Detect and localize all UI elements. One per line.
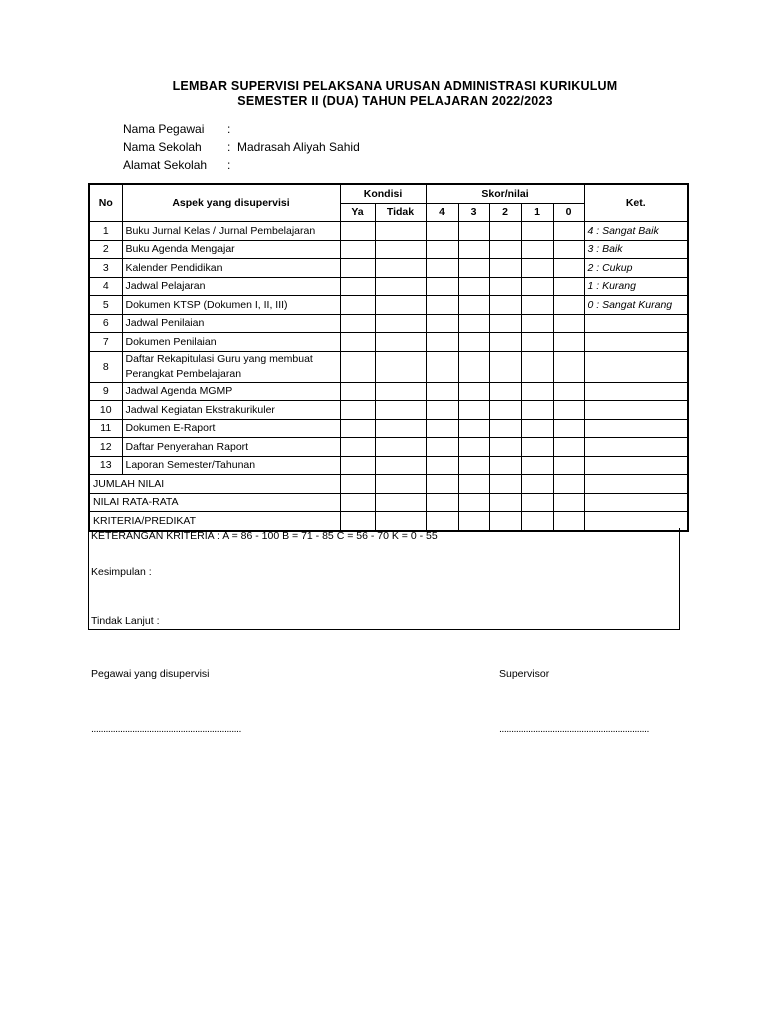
score-cell[interactable] [521,277,553,296]
summary-cell[interactable] [375,493,426,512]
table-row [89,382,688,401]
kesimpulan-label: Kesimpulan : [91,566,152,578]
row-no: 8 [89,351,122,382]
row-no: 10 [89,401,122,420]
summary-cell[interactable] [553,475,584,494]
row-aspek: Jadwal Pelajaran [122,277,340,296]
score-cell[interactable] [553,314,584,333]
row-no: 5 [89,296,122,315]
header-ket: Ket. [584,184,688,222]
table-row [89,259,688,278]
score-cell[interactable] [375,259,426,278]
score-cell[interactable] [340,259,375,278]
keterangan-box [88,528,680,630]
summary-cell[interactable] [489,475,521,494]
info-alamat-sekolah [123,158,237,172]
row-aspek: Jadwal Penilaian [122,314,340,333]
tindak-lanjut-label: Tindak Lanjut : [91,615,160,627]
score-cell[interactable] [521,314,553,333]
row-no: 11 [89,419,122,438]
score-cell[interactable] [521,456,553,475]
score-cell[interactable] [489,401,521,420]
score-cell[interactable] [340,401,375,420]
score-cell[interactable] [426,456,458,475]
score-cell[interactable] [340,333,375,352]
summary-cell[interactable] [340,493,375,512]
score-cell[interactable] [553,296,584,315]
summary-cell[interactable] [489,493,521,512]
pegawai-signature-label: Pegawai yang disupervisi [91,668,210,680]
keterangan-kriteria: KETERANGAN KRITERIA : A = 86 - 100 B = 71 - 85 C = 56 - 70 K = 0 - 55 [91,530,438,542]
score-cell[interactable] [553,456,584,475]
summary-cell[interactable] [340,475,375,494]
score-cell[interactable] [553,438,584,457]
document-title-line-1: LEMBAR SUPERVISI PELAKSANA URUSAN ADMINISTRASI KURIKULUM [172,79,618,93]
score-cell[interactable] [553,333,584,352]
row-ket: 4 : Sangat Baik [584,222,688,241]
score-cell[interactable] [375,277,426,296]
score-cell[interactable] [458,438,489,457]
summary-row [89,475,688,494]
summary-row [89,493,688,512]
header-skor-4: 4 [426,203,458,222]
row-ket [584,314,688,333]
score-cell[interactable] [458,456,489,475]
score-cell[interactable] [458,240,489,259]
nama-sekolah-value: Madrasah Aliyah Sahid [237,140,360,154]
score-cell[interactable] [521,438,553,457]
summary-cell[interactable] [521,475,553,494]
info-nama-sekolah [123,140,360,154]
row-no: 12 [89,438,122,457]
summary-cell[interactable] [553,493,584,512]
row-ket: 3 : Baik [584,240,688,259]
supervision-table [88,183,689,532]
score-cell[interactable] [553,259,584,278]
score-cell[interactable] [375,240,426,259]
summary-ket-cell[interactable] [584,493,688,512]
row-no: 6 [89,314,122,333]
row-no: 7 [89,333,122,352]
row-aspek: Laporan Semester/Tahunan [122,456,340,475]
score-cell[interactable] [521,419,553,438]
score-cell[interactable] [489,240,521,259]
score-cell[interactable] [375,419,426,438]
score-cell[interactable] [375,401,426,420]
score-cell[interactable] [489,333,521,352]
score-cell[interactable] [458,351,489,382]
row-ket: 0 : Sangat Kurang [584,296,688,315]
alamat-sekolah-label: Alamat Sekolah [123,158,208,172]
score-cell[interactable] [458,296,489,315]
score-cell[interactable] [553,240,584,259]
score-cell[interactable] [553,419,584,438]
score-cell[interactable] [458,259,489,278]
score-cell[interactable] [426,296,458,315]
table-row [89,222,688,241]
score-cell[interactable] [489,351,521,382]
summary-label: NILAI RATA-RATA [89,493,340,512]
score-cell[interactable] [426,419,458,438]
score-cell[interactable] [521,351,553,382]
score-cell[interactable] [340,314,375,333]
row-ket [584,419,688,438]
score-cell[interactable] [489,222,521,241]
score-cell[interactable] [521,333,553,352]
row-aspek: Jadwal Agenda MGMP [122,382,340,401]
score-cell[interactable] [375,456,426,475]
row-no: 3 [89,259,122,278]
score-cell[interactable] [426,259,458,278]
table-row [89,438,688,457]
row-ket [584,382,688,401]
summary-cell[interactable] [458,475,489,494]
score-cell[interactable] [375,351,426,382]
score-cell[interactable] [426,382,458,401]
score-cell[interactable] [521,296,553,315]
score-cell[interactable] [489,296,521,315]
score-cell[interactable] [375,333,426,352]
score-cell[interactable] [489,277,521,296]
table-row [89,277,688,296]
row-aspek: Kalender Pendidikan [122,259,340,278]
row-aspek: Buku Jurnal Kelas / Jurnal Pembelajaran [122,222,340,241]
header-ya: Ya [340,203,375,222]
row-ket [584,456,688,475]
score-cell[interactable] [489,456,521,475]
score-cell[interactable] [521,222,553,241]
score-cell[interactable] [553,351,584,382]
score-cell[interactable] [340,351,375,382]
score-cell[interactable] [458,333,489,352]
score-cell[interactable] [458,222,489,241]
summary-cell[interactable] [458,493,489,512]
row-aspek: Dokumen KTSP (Dokumen I, II, III) [122,296,340,315]
score-cell[interactable] [489,419,521,438]
score-cell[interactable] [375,222,426,241]
score-cell[interactable] [521,401,553,420]
row-aspek: Dokumen E-Raport [122,419,340,438]
document-title-line-2: SEMESTER II (DUA) TAHUN PELAJARAN 2022/2023 [237,94,553,108]
table-row [89,296,688,315]
score-cell[interactable] [489,314,521,333]
table-row [89,314,688,333]
score-cell[interactable] [426,333,458,352]
score-cell[interactable] [553,222,584,241]
summary-cell[interactable] [426,493,458,512]
score-cell[interactable] [340,296,375,315]
score-cell[interactable] [340,438,375,457]
pegawai-signature-line: .............................................................. [91,723,241,735]
score-cell[interactable] [375,438,426,457]
header-kondisi: Kondisi [340,184,426,203]
summary-label: JUMLAH NILAI [89,475,340,494]
score-cell[interactable] [340,419,375,438]
table-row [89,351,688,382]
score-cell[interactable] [521,240,553,259]
nama-pegawai-label: Nama Pegawai [123,122,205,136]
row-aspek: Daftar Penyerahan Raport [122,438,340,457]
score-cell[interactable] [553,401,584,420]
row-ket [584,333,688,352]
score-cell[interactable] [553,277,584,296]
summary-ket-cell[interactable] [584,475,688,494]
header-skor-2: 2 [489,203,521,222]
score-cell[interactable] [458,382,489,401]
header-no: No [89,184,122,222]
table-row [89,401,688,420]
row-ket: 1 : Kurang [584,277,688,296]
score-cell[interactable] [489,382,521,401]
row-no: 13 [89,456,122,475]
colon: : [227,122,231,136]
score-cell[interactable] [426,240,458,259]
row-ket [584,401,688,420]
header-skor-1: 1 [521,203,553,222]
table-row [89,456,688,475]
row-aspek: Dokumen Penilaian [122,333,340,352]
supervisor-signature-label: Supervisor [499,668,550,680]
row-no: 9 [89,382,122,401]
score-cell[interactable] [458,277,489,296]
table-body [89,222,688,531]
score-cell[interactable] [426,314,458,333]
score-cell[interactable] [521,382,553,401]
row-aspek: Jadwal Kegiatan Ekstrakurikuler [122,401,340,420]
table-row [89,333,688,352]
summary-cell[interactable] [375,475,426,494]
colon: : [227,140,231,154]
row-no: 1 [89,222,122,241]
row-aspek: Daftar Rekapitulasi Guru yang membuat Perangkat Pembelajaran [122,351,340,382]
summary-label: KRITERIA/PREDIKAT [89,512,340,531]
row-aspek: Buku Agenda Mengajar [122,240,340,259]
supervisor-signature-line: .............................................................. [499,723,649,735]
score-cell[interactable] [426,351,458,382]
score-cell[interactable] [340,222,375,241]
summary-cell[interactable] [521,493,553,512]
score-cell[interactable] [340,240,375,259]
score-cell[interactable] [375,382,426,401]
row-no: 4 [89,277,122,296]
score-cell[interactable] [426,438,458,457]
row-ket [584,438,688,457]
score-cell[interactable] [375,296,426,315]
score-cell[interactable] [489,259,521,278]
table-row [89,240,688,259]
nama-sekolah-label: Nama Sekolah [123,140,202,154]
header-aspek: Aspek yang disupervisi [122,184,340,222]
score-cell[interactable] [553,382,584,401]
score-cell[interactable] [340,382,375,401]
summary-cell[interactable] [426,475,458,494]
header-tidak: Tidak [375,203,426,222]
header-skor-0: 0 [553,203,584,222]
score-cell[interactable] [375,314,426,333]
row-no: 2 [89,240,122,259]
score-cell[interactable] [521,259,553,278]
score-cell[interactable] [340,456,375,475]
score-cell[interactable] [458,419,489,438]
score-cell[interactable] [489,438,521,457]
row-ket [584,351,688,382]
colon: : [227,158,231,172]
table-row [89,419,688,438]
info-nama-pegawai [123,122,237,136]
score-cell[interactable] [458,401,489,420]
score-cell[interactable] [458,314,489,333]
score-cell[interactable] [426,401,458,420]
score-cell[interactable] [426,222,458,241]
header-skor-3: 3 [458,203,489,222]
header-skor: Skor/nilai [426,184,584,203]
score-cell[interactable] [426,277,458,296]
score-cell[interactable] [340,277,375,296]
row-ket: 2 : Cukup [584,259,688,278]
